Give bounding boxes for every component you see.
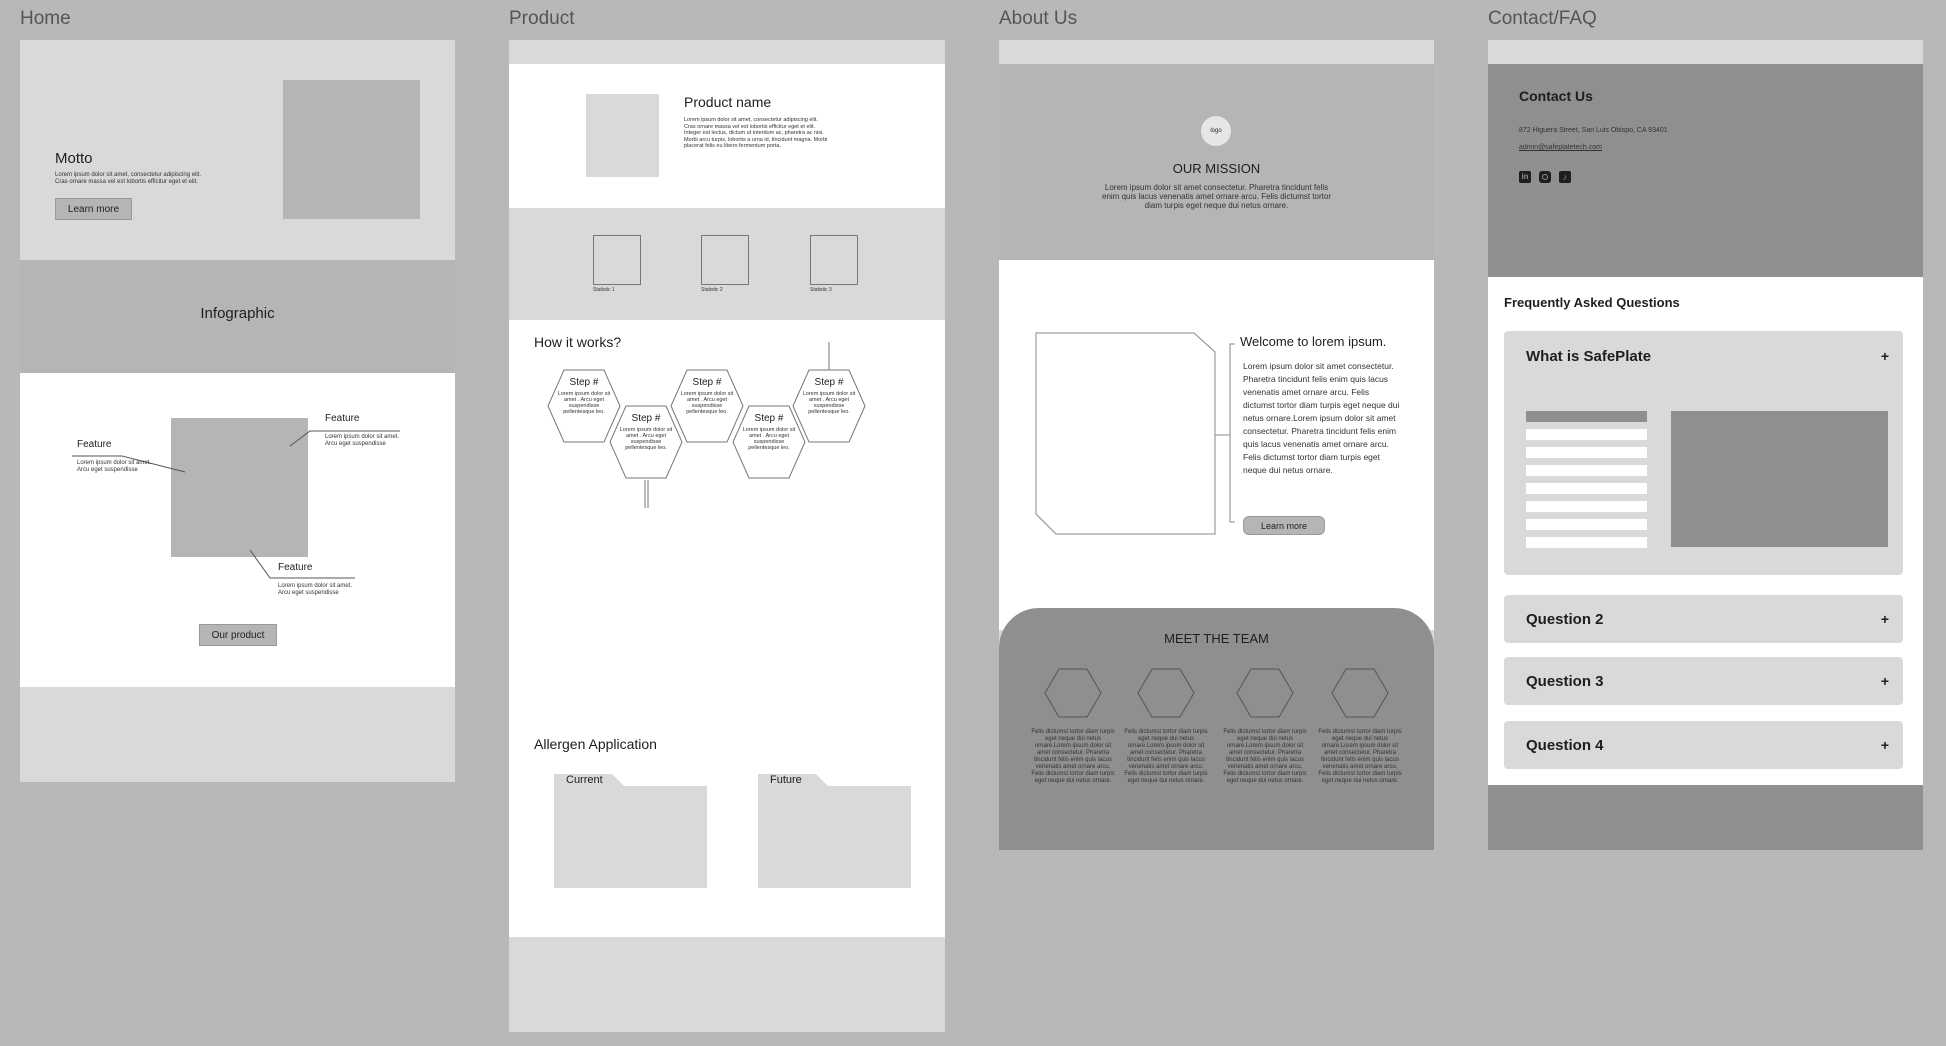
contact-address: 872 Higuera Street, San Luis Obispo, CA 93401 bbox=[1519, 127, 1668, 134]
logo: logo bbox=[1201, 116, 1231, 146]
home-frame bbox=[20, 40, 455, 782]
infographic-section bbox=[20, 260, 455, 373]
statistic-box-1 bbox=[593, 235, 641, 285]
team-member-2-text: Felis dictumst tortor diam turpis eget neque dui netus ornare.Lorem ipsum dolor sit amet consectetur. Pharetra tincidunt felis enim quis lacus venenatis amet ornare arcu. Felis dictumst tortor diam turpis eget neque dui netus ornare. bbox=[1124, 729, 1208, 784]
team-member-4-text: Felis dictumst tortor diam turpis eget neque dui netus ornare.Lorem ipsum dolor sit amet consectetur. Pharetra tincidunt felis enim quis lacus venenatis amet ornare arcu. Felis dictumst tortor diam turpis eget neque dui netus ornare. bbox=[1318, 729, 1402, 784]
frame-title-contact: Contact/FAQ bbox=[1488, 8, 1597, 29]
team-member-1-text: Felis dictumst tortor diam turpis eget neque dui netus ornare.Lorem ipsum dolor sit amet consectetur. Pharetra tincidunt felis enim quis lacus venenatis amet ornare arcu. Felis dictumst tortor diam turpis eget neque dui netus ornare. bbox=[1031, 729, 1115, 784]
infographic-label: Infographic bbox=[200, 305, 275, 322]
feature-label-2: Feature bbox=[325, 413, 360, 424]
contact-frame bbox=[1488, 40, 1923, 850]
about-learn-more-button[interactable]: Learn more bbox=[1243, 516, 1325, 535]
product-hero bbox=[509, 64, 945, 208]
product-name: Product name bbox=[684, 94, 772, 110]
feature-label-3: Feature bbox=[278, 562, 313, 573]
frame-title-product: Product bbox=[509, 8, 575, 29]
faq-answer-list bbox=[1526, 411, 1647, 547]
faq-item-3[interactable] bbox=[1504, 657, 1903, 705]
step-5-text: Lorem ipsum dolor sit amet . Arcu eget suspendisse pellentesque leo. bbox=[802, 391, 856, 415]
team-section bbox=[999, 608, 1434, 850]
expand-plus-icon[interactable]: + bbox=[1880, 737, 1889, 753]
mission-section bbox=[999, 64, 1434, 260]
welcome-section bbox=[999, 260, 1434, 630]
allergen-folders bbox=[509, 770, 945, 890]
feature-text-3: Lorem ipsum dolor sit amet. Arcu eget suspendisse bbox=[278, 583, 353, 596]
step-4-label: Step # bbox=[754, 413, 784, 424]
statistic-label-2: Statistic 2 bbox=[701, 287, 723, 293]
tiktok-icon[interactable]: ♪ bbox=[1559, 171, 1571, 183]
contact-email-link[interactable]: admin@safeplatetech.com bbox=[1519, 144, 1602, 151]
expand-plus-icon[interactable]: + bbox=[1880, 348, 1889, 364]
team-member-avatars bbox=[999, 668, 1434, 718]
faq-answer-image bbox=[1671, 411, 1888, 547]
step-3-text: Lorem ipsum dolor sit amet . Arcu eget suspendisse pellentesque leo. bbox=[680, 391, 734, 415]
how-it-works-section bbox=[509, 320, 945, 937]
faq-question-4: Question 4 bbox=[1526, 737, 1604, 754]
learn-more-button[interactable]: Learn more bbox=[55, 198, 132, 220]
statistic-label-1: Statistic 1 bbox=[593, 287, 615, 293]
faq-item-4[interactable] bbox=[1504, 721, 1903, 769]
faq-section bbox=[1488, 277, 1923, 785]
frame-title-about: About Us bbox=[999, 8, 1078, 29]
faq-item-1-expanded[interactable] bbox=[1504, 331, 1903, 575]
statistic-box-2 bbox=[701, 235, 749, 285]
hero-image bbox=[283, 80, 420, 219]
step-3-label: Step # bbox=[692, 377, 722, 388]
instagram-icon[interactable] bbox=[1539, 171, 1551, 183]
step-2-text: Lorem ipsum dolor sit amet . Arcu eget suspendisse pellentesque leo. bbox=[619, 427, 673, 451]
product-frame bbox=[509, 40, 945, 1032]
linkedin-icon[interactable]: in bbox=[1519, 171, 1531, 183]
frame-title-home: Home bbox=[20, 8, 71, 29]
step-2-label: Step # bbox=[631, 413, 661, 424]
step-4-text: Lorem ipsum dolor sit amet . Arcu eget suspendisse pellentesque leo. bbox=[742, 427, 796, 451]
faq-question-2: Question 2 bbox=[1526, 611, 1604, 628]
contact-nav-bar bbox=[1488, 40, 1923, 64]
team-title: MEET THE TEAM bbox=[1164, 631, 1269, 646]
motto-text: Lorem ipsum dolor sit amet, consectetur adipiscing elit. Cras ornare massa vel est lobortis efficitur eget et elit. bbox=[55, 172, 202, 185]
feature-text-1: Lorem ipsum dolor sit amet. Arcu eget suspendisse bbox=[77, 460, 152, 473]
mission-text: Lorem ipsum dolor sit amet consectetur. Pharetra tincidunt felis enim quis lacus venenatis amet ornare arcu. Felis dictumst tortor diam turpis eget neque dui netus ornare. bbox=[1102, 183, 1331, 210]
folder-future-label: Future bbox=[770, 774, 802, 786]
welcome-title: Welcome to lorem ipsum. bbox=[1240, 334, 1387, 349]
folder-current-label: Current bbox=[566, 774, 603, 786]
statistics-section bbox=[509, 208, 945, 320]
steps-hexagon-graph bbox=[509, 320, 945, 520]
feature-text-2: Lorem ipsum dolor sit amet. Arcu eget suspendisse bbox=[325, 434, 400, 447]
team-member-3-text: Felis dictumst tortor diam turpis eget neque dui netus ornare.Lorem ipsum dolor sit amet consectetur. Pharetra tincidunt felis enim quis lacus venenatis amet ornare arcu. Felis dictumst tortor diam turpis eget neque dui netus ornare. bbox=[1223, 729, 1307, 784]
expand-plus-icon[interactable]: + bbox=[1880, 611, 1889, 627]
faq-item-2[interactable] bbox=[1504, 595, 1903, 643]
motto-heading: Motto bbox=[55, 150, 93, 167]
mission-title: OUR MISSION bbox=[1172, 161, 1261, 176]
statistic-label-3: Statistic 3 bbox=[810, 287, 832, 293]
welcome-text: Lorem ipsum dolor sit amet consectetur. Pharetra tincidunt felis enim quis lacus venenatis amet ornare arcu. Felis dictumst tortor diam turpis eget neque dui netus ornare.Lorem ipsum dolor sit amet consectetur. Pharetra tincidunt felis enim quis lacus venenatis amet ornare arcu. Felis dictumst tortor diam turpis eget neque dui netus ornare. bbox=[1243, 361, 1400, 475]
about-frame bbox=[999, 40, 1434, 850]
step-1-text: Lorem ipsum dolor sit amet . Arcu eget suspendisse pellentesque leo. bbox=[557, 391, 611, 415]
feature-label-1: Feature bbox=[77, 439, 112, 450]
faq-title: Frequently Asked Questions bbox=[1504, 295, 1680, 310]
how-it-works-title: How it works? bbox=[534, 334, 622, 350]
faq-question-1: What is SafePlate bbox=[1526, 348, 1652, 365]
our-product-button[interactable]: Our product bbox=[199, 624, 277, 646]
expand-plus-icon[interactable]: + bbox=[1880, 673, 1889, 689]
step-1-label: Step # bbox=[569, 377, 599, 388]
features-section bbox=[20, 373, 455, 687]
product-description: Lorem ipsum dolor sit amet, consectetur adipiscing elit. Cras ornare massa vel est lobortis efficitur eget et elit. Integer est lectus, dictum ut interdum ac, pharetra ac nisi. Morbi arcu turpis, lobortis a urna id, tincidunt magna. Morbi placerat felis eu libero fermentum porta. bbox=[684, 117, 828, 149]
statistic-box-3 bbox=[810, 235, 858, 285]
step-5-label: Step # bbox=[814, 377, 844, 388]
allergen-title: Allergen Application bbox=[534, 736, 657, 752]
product-image bbox=[586, 94, 659, 177]
faq-question-3: Question 3 bbox=[1526, 673, 1604, 690]
contact-title: Contact Us bbox=[1519, 88, 1593, 104]
